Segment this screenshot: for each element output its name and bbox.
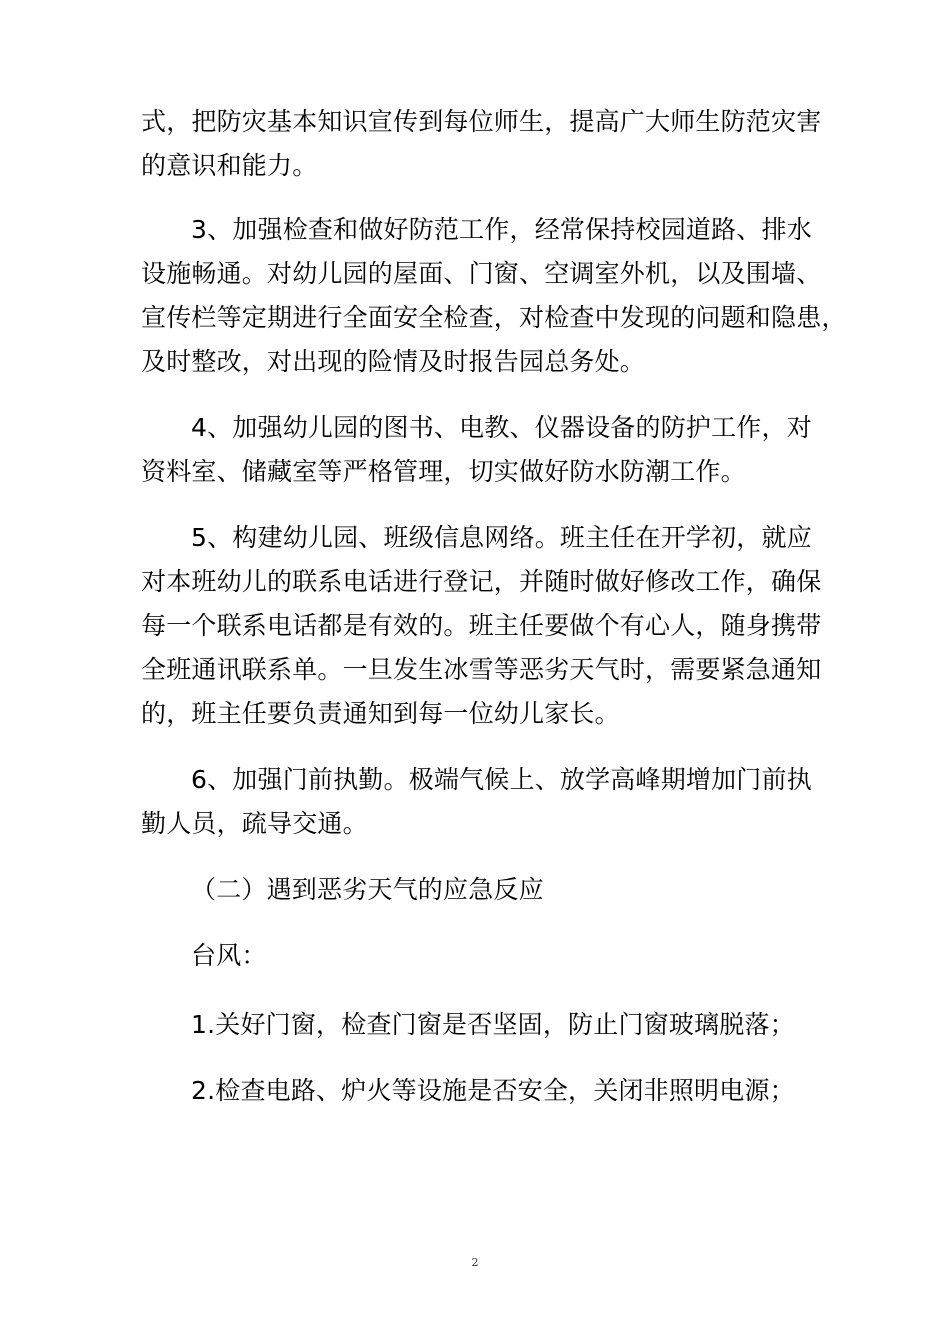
sub-heading: 台风：: [191, 941, 267, 970]
text-line: 每一个联系电话都是有效的。班主任要做个有心人，随身携带: [141, 611, 822, 640]
text-line: 全班通讯联系单。一旦发生冰雪等恶劣天气时，需要紧急通知: [141, 655, 822, 684]
text-line: 宣传栏等定期进行全面安全检查，对检查中发现的问题和隐患，: [141, 303, 847, 332]
section-heading: （二）遇到恶劣天气的应急反应: [191, 875, 544, 904]
text-line: 及时整改，对出现的险情及时报告园总务处。: [141, 347, 646, 376]
text-line: 5、构建幼儿园、班级信息网络。班主任在开学初，就应: [191, 523, 812, 552]
page-number: 2: [471, 1256, 479, 1269]
list-item: 1.关好门窗，检查门窗是否坚固，防止门窗玻璃脱落；: [191, 1010, 795, 1039]
text-line: 3、加强检查和做好防范工作，经常保持校园道路、排水: [191, 215, 812, 244]
text-line: 的，班主任要负责通知到每一位幼儿家长。: [141, 699, 620, 728]
text-line: 资料室、储藏室等严格管理，切实做好防水防潮工作。: [141, 457, 746, 486]
list-item: 2.检查电路、炉火等设施是否安全，关闭非照明电源；: [191, 1076, 795, 1105]
text-line: 对本班幼儿的联系电话进行登记，并随时做好修改工作，确保: [141, 567, 822, 596]
text-line: 勤人员，疏导交通。: [141, 809, 368, 838]
text-line: 6、加强门前执勤。极端气候上、放学高峰期增加门前执: [191, 765, 812, 794]
text-line: 的意识和能力。: [141, 151, 318, 180]
text-line: 式，把防灾基本知识宣传到每位师生，提高广大师生防范灾害: [141, 107, 822, 136]
text-line: 4、加强幼儿园的图书、电教、仪器设备的防护工作，对: [191, 413, 812, 442]
text-line: 设施畅通。对幼儿园的屋面、门窗、空调室外机，以及围墙、: [141, 259, 822, 288]
